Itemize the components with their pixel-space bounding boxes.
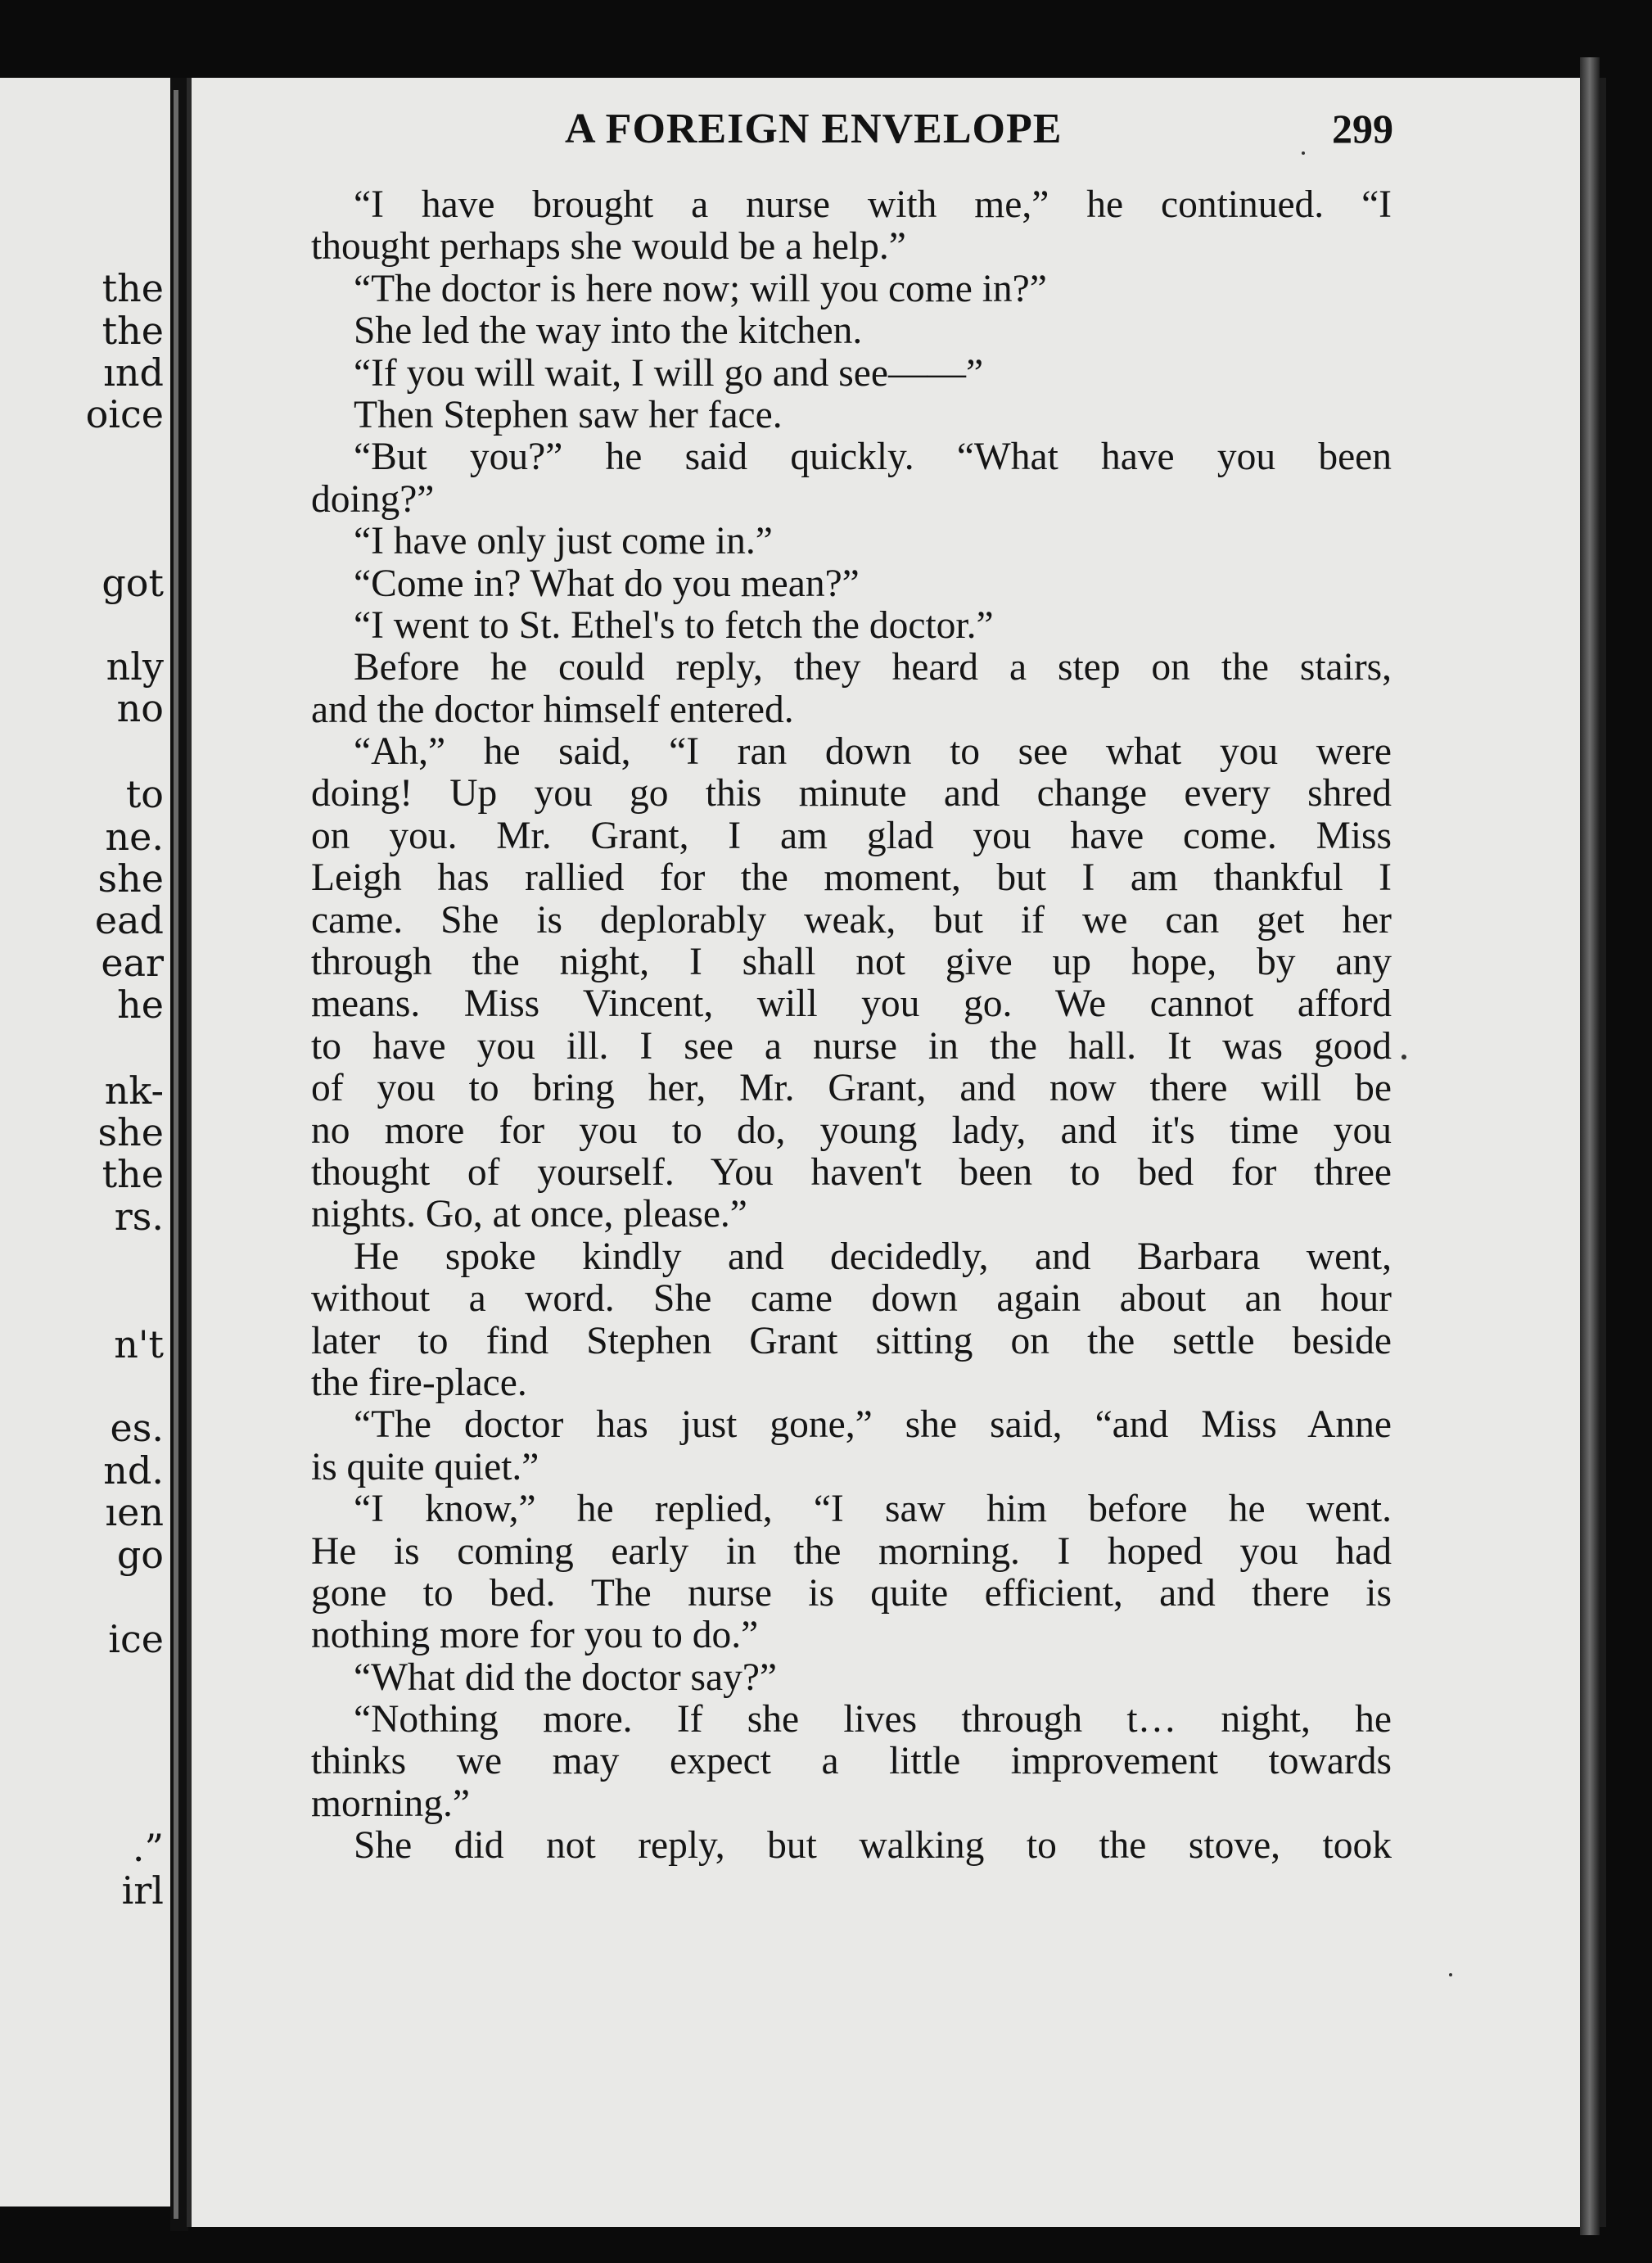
- text-line: through the night, I shall not give up hope, by any: [311, 942, 1392, 984]
- left-fragment: ne.: [105, 815, 164, 859]
- text-line: “I know,” he replied, “I saw him before he went.: [354, 1488, 1392, 1531]
- left-fragment: ice: [108, 1617, 164, 1661]
- text-line: Leigh has rallied for the moment, but I am thankful I: [311, 857, 1392, 900]
- text-line: is quite quiet.”: [311, 1446, 539, 1488]
- text-line: no more for you to do, young lady, and it's time you: [311, 1109, 1392, 1152]
- left-page-edge: [0, 78, 172, 2207]
- left-fragment: rs.: [114, 1195, 164, 1239]
- text-line: thought perhaps she would be a help.”: [311, 226, 906, 269]
- text-line: of you to bring her, Mr. Grant, and now there will be: [311, 1068, 1392, 1110]
- page-edge-shadow: [1580, 57, 1600, 2235]
- left-fragment: ear: [101, 941, 164, 985]
- left-fragment: oice: [85, 392, 164, 436]
- left-fragment: .”: [132, 1826, 164, 1870]
- text-line: doing! Up you go this minute and change every shred: [311, 773, 1392, 815]
- left-fragment: got: [102, 561, 164, 605]
- text-line: gone to bed. The nurse is quite efficient, and there is: [311, 1572, 1392, 1615]
- text-line: “If you will wait, I will go and see——”: [354, 352, 984, 395]
- text-line: She led the way into the kitchen.: [354, 310, 863, 353]
- page-number: 299: [1332, 106, 1393, 151]
- text-line: means. Miss Vincent, will you go. We cannot afford: [311, 983, 1392, 1026]
- text-line: Then Stephen saw her face.: [354, 394, 783, 436]
- text-line: and the doctor himself entered.: [311, 689, 794, 731]
- text-line: She did not reply, but walking to the stove, took: [354, 1825, 1392, 1868]
- text-line: Before he could reply, they heard a step on the stairs,: [354, 647, 1392, 689]
- scan-speck: [1449, 1973, 1452, 1976]
- text-line: to have you ill. I see a nurse in the hall. It was good: [311, 1025, 1392, 1068]
- text-line: the fire-place.: [311, 1362, 527, 1404]
- running-title: A FOREIGN ENVELOPE: [565, 106, 1063, 152]
- scan-speck: [1302, 151, 1305, 155]
- text-line: “The doctor is here now; will you come in?”: [354, 268, 1047, 310]
- text-line: later to find Stephen Grant sitting on the settle beside: [311, 1320, 1392, 1362]
- left-fragment: he: [117, 982, 164, 1027]
- left-fragment: es.: [110, 1406, 164, 1450]
- left-fragment: no: [116, 686, 164, 730]
- running-head: [381, 105, 1393, 162]
- left-fragment: she: [97, 856, 164, 901]
- left-fragment: ınd: [103, 350, 164, 395]
- text-line: nights. Go, at once, please.”: [311, 1194, 747, 1236]
- text-line: “The doctor has just gone,” she said, “and Miss Anne: [354, 1404, 1392, 1447]
- text-line: thinks we may expect a little improvement towards: [311, 1741, 1392, 1783]
- left-fragment: go: [116, 1533, 164, 1577]
- text-line: thought of yourself. You haven't been to bed for three: [311, 1151, 1392, 1194]
- text-line: He is coming early in the morning. I hoped you had: [311, 1530, 1392, 1573]
- text-line: on you. Mr. Grant, I am glad you have come. Miss: [311, 815, 1392, 857]
- left-fragment: irl: [121, 1868, 164, 1913]
- text-line: morning.”: [311, 1782, 470, 1825]
- text-line: “I went to St. Ethel's to fetch the doctor.”: [354, 604, 994, 647]
- text-line: “What did the doctor say?”: [354, 1656, 778, 1699]
- text-line: “I have brought a nurse with me,” he continued. “I: [354, 184, 1392, 226]
- left-fragment: the: [102, 309, 164, 353]
- left-fragment: ead: [94, 898, 164, 942]
- left-fragment: the: [102, 266, 164, 310]
- left-fragment: to: [125, 772, 164, 816]
- body-text: [311, 184, 1392, 1868]
- text-line: He spoke kindly and decidedly, and Barbara went,: [354, 1235, 1392, 1278]
- gutter-highlight: [174, 90, 178, 2219]
- text-line: “Come in? What do you mean?”: [354, 562, 860, 605]
- text-line: “Ah,” he said, “I ran down to see what you were: [354, 731, 1392, 774]
- text-line: “Nothing more. If she lives through t… night, he: [354, 1699, 1392, 1741]
- left-fragment: she: [97, 1110, 164, 1154]
- text-line: came. She is deplorably weak, but if we can get her: [311, 899, 1392, 942]
- scan-speck: [1401, 1055, 1406, 1059]
- text-line: nothing more for you to do.”: [311, 1615, 759, 1657]
- left-fragment: nd.: [103, 1448, 164, 1493]
- left-fragment: nly: [106, 644, 164, 689]
- left-fragment: nk-: [104, 1068, 164, 1113]
- left-fragment: ıen: [105, 1490, 164, 1534]
- left-fragment: n't: [114, 1322, 164, 1366]
- text-line: “But you?” he said quickly. “What have you been: [354, 436, 1392, 479]
- text-line: without a word. She came down again about an hour: [311, 1278, 1392, 1321]
- left-fragment: the: [102, 1152, 164, 1196]
- text-line: “I have only just come in.”: [354, 521, 773, 563]
- text-line: doing?”: [311, 478, 435, 521]
